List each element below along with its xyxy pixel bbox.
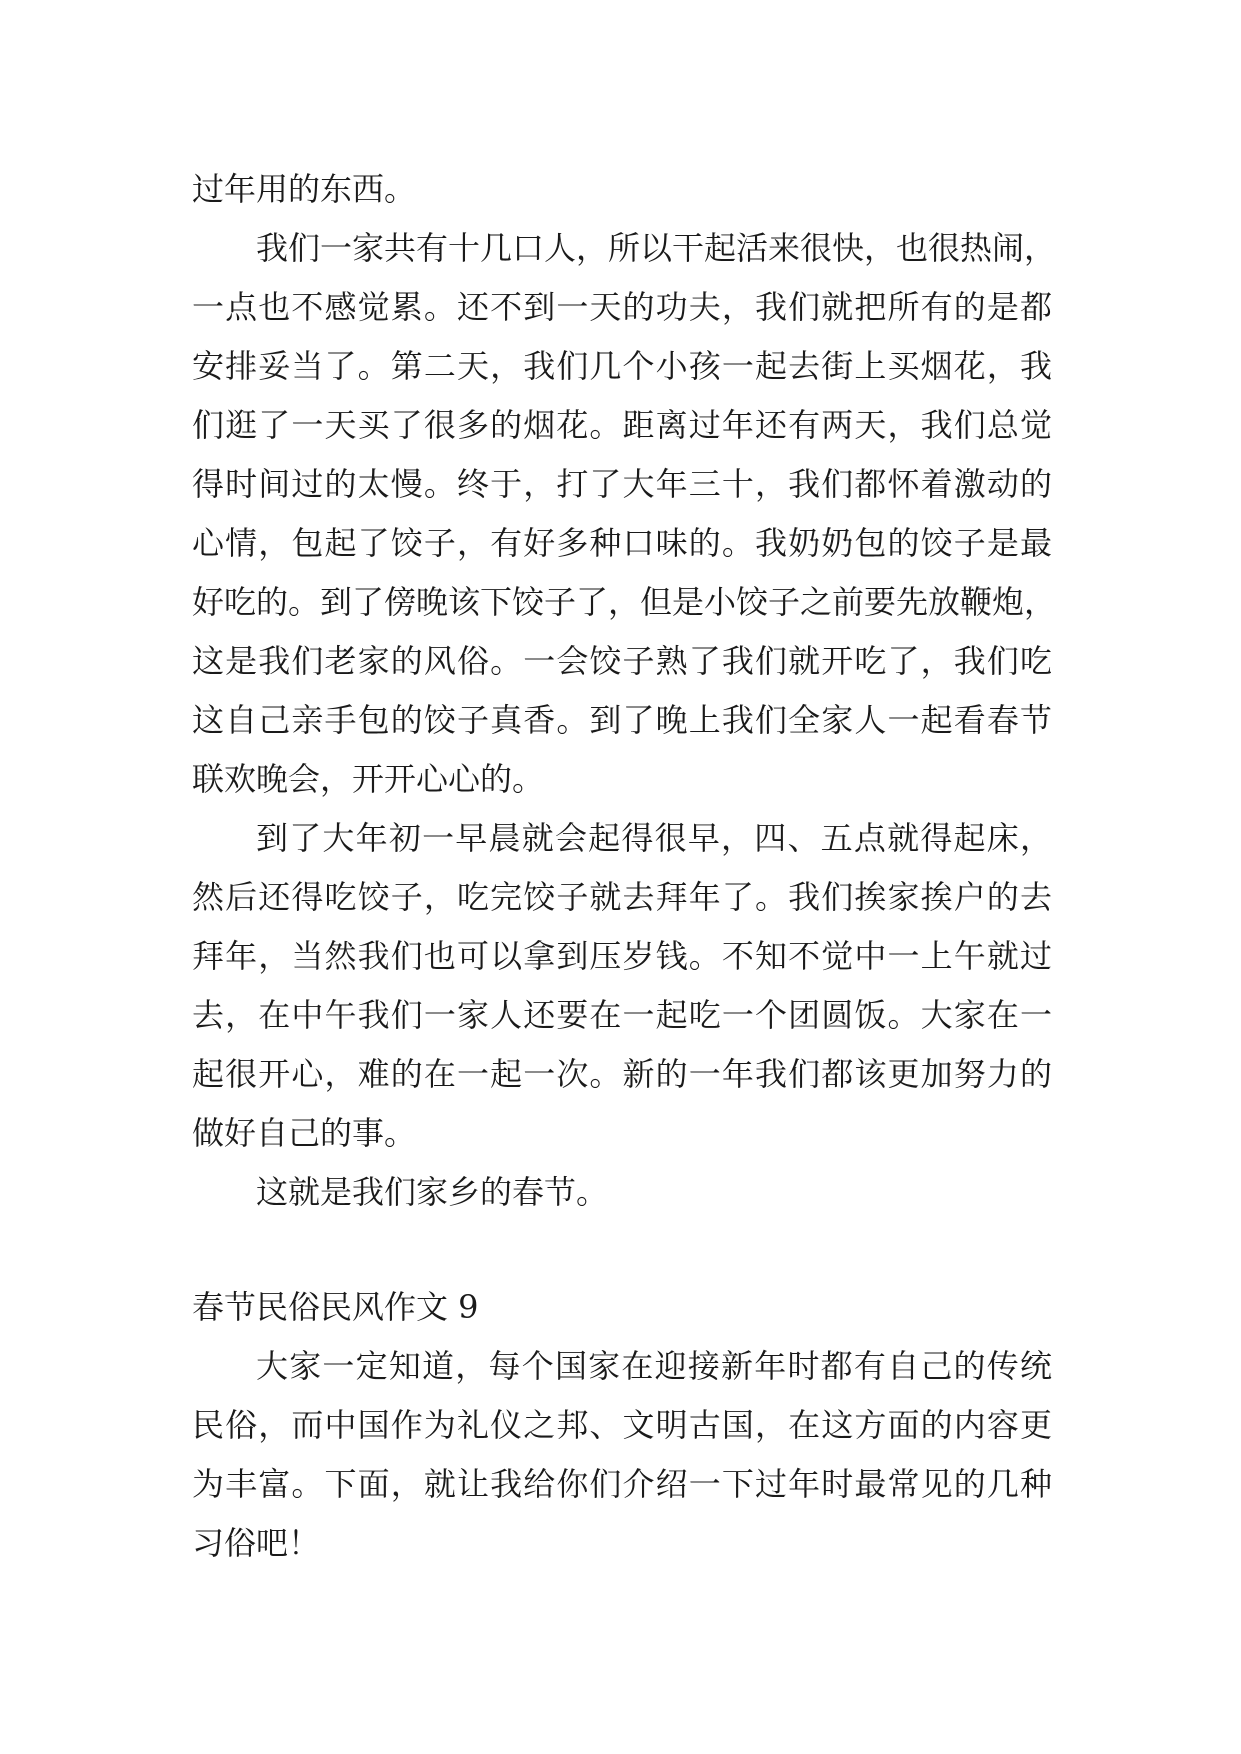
text-line: 我们一家共有十几口人，所以干起活来很快，也很热闹，	[256, 229, 1057, 267]
text-line: 为丰富。下面，就让我给你们介绍一下过年时最常见的几种	[192, 1465, 1052, 1503]
paragraph-conclusion	[192, 1163, 1052, 1222]
text-line: 习俗吧！	[192, 1524, 321, 1562]
text-line: 大家一定知道，每个国家在迎接新年时都有自己的传统	[256, 1347, 1052, 1385]
paragraph-introduction	[192, 1337, 1052, 1573]
text-line: 好吃的。到了傍晚该下饺子了，但是小饺子之前要先放鞭炮，	[192, 583, 1057, 621]
text-line: 到了大年初一早晨就会起得很早，四、五点就得起床，	[256, 819, 1052, 857]
text-line: 拜年，当然我们也可以拿到压岁钱。不知不觉中一上午就过	[192, 937, 1052, 975]
text-line: 这是我们老家的风俗。一会饺子熟了我们就开吃了，我们吃	[192, 642, 1052, 680]
paragraph-new-year-day	[192, 809, 1052, 1163]
text-line: 联欢晚会，开开心心的。	[192, 760, 545, 798]
document-page	[192, 160, 1057, 1573]
text-line: 过年用的东西。	[192, 170, 417, 208]
paragraph-continuation	[192, 160, 1052, 219]
section-gap	[192, 1222, 1052, 1278]
text-line: 去，在中午我们一家人还要在一起吃一个团圆饭。大家在一	[192, 996, 1052, 1034]
text-line: 做好自己的事。	[192, 1114, 417, 1152]
text-line: 得时间过的太慢。终于，打了大年三十，我们都怀着激动的	[192, 465, 1052, 503]
text-line: 们逛了一天买了很多的烟花。距离过年还有两天，我们总觉	[192, 406, 1052, 444]
text-line: 起很开心，难的在一起一次。新的一年我们都该更加努力的	[192, 1055, 1052, 1093]
text-line: 然后还得吃饺子，吃完饺子就去拜年了。我们挨家挨户的去	[192, 878, 1052, 916]
text-line: 这就是我们家乡的春节。	[256, 1173, 609, 1211]
text-line: 民俗，而中国作为礼仪之邦、文明古国，在这方面的内容更	[192, 1406, 1052, 1444]
section-title: 春节民俗民风作文 9	[192, 1288, 479, 1326]
text-line: 安排妥当了。第二天，我们几个小孩一起去街上买烟花，我	[192, 347, 1052, 385]
text-line: 这自己亲手包的饺子真香。到了晚上我们全家人一起看春节	[192, 701, 1052, 739]
text-line: 心情，包起了饺子，有好多种口味的。我奶奶包的饺子是最	[192, 524, 1052, 562]
paragraph-family-preparation	[192, 219, 1057, 809]
text-line: 一点也不感觉累。还不到一天的功夫，我们就把所有的是都	[192, 288, 1052, 326]
